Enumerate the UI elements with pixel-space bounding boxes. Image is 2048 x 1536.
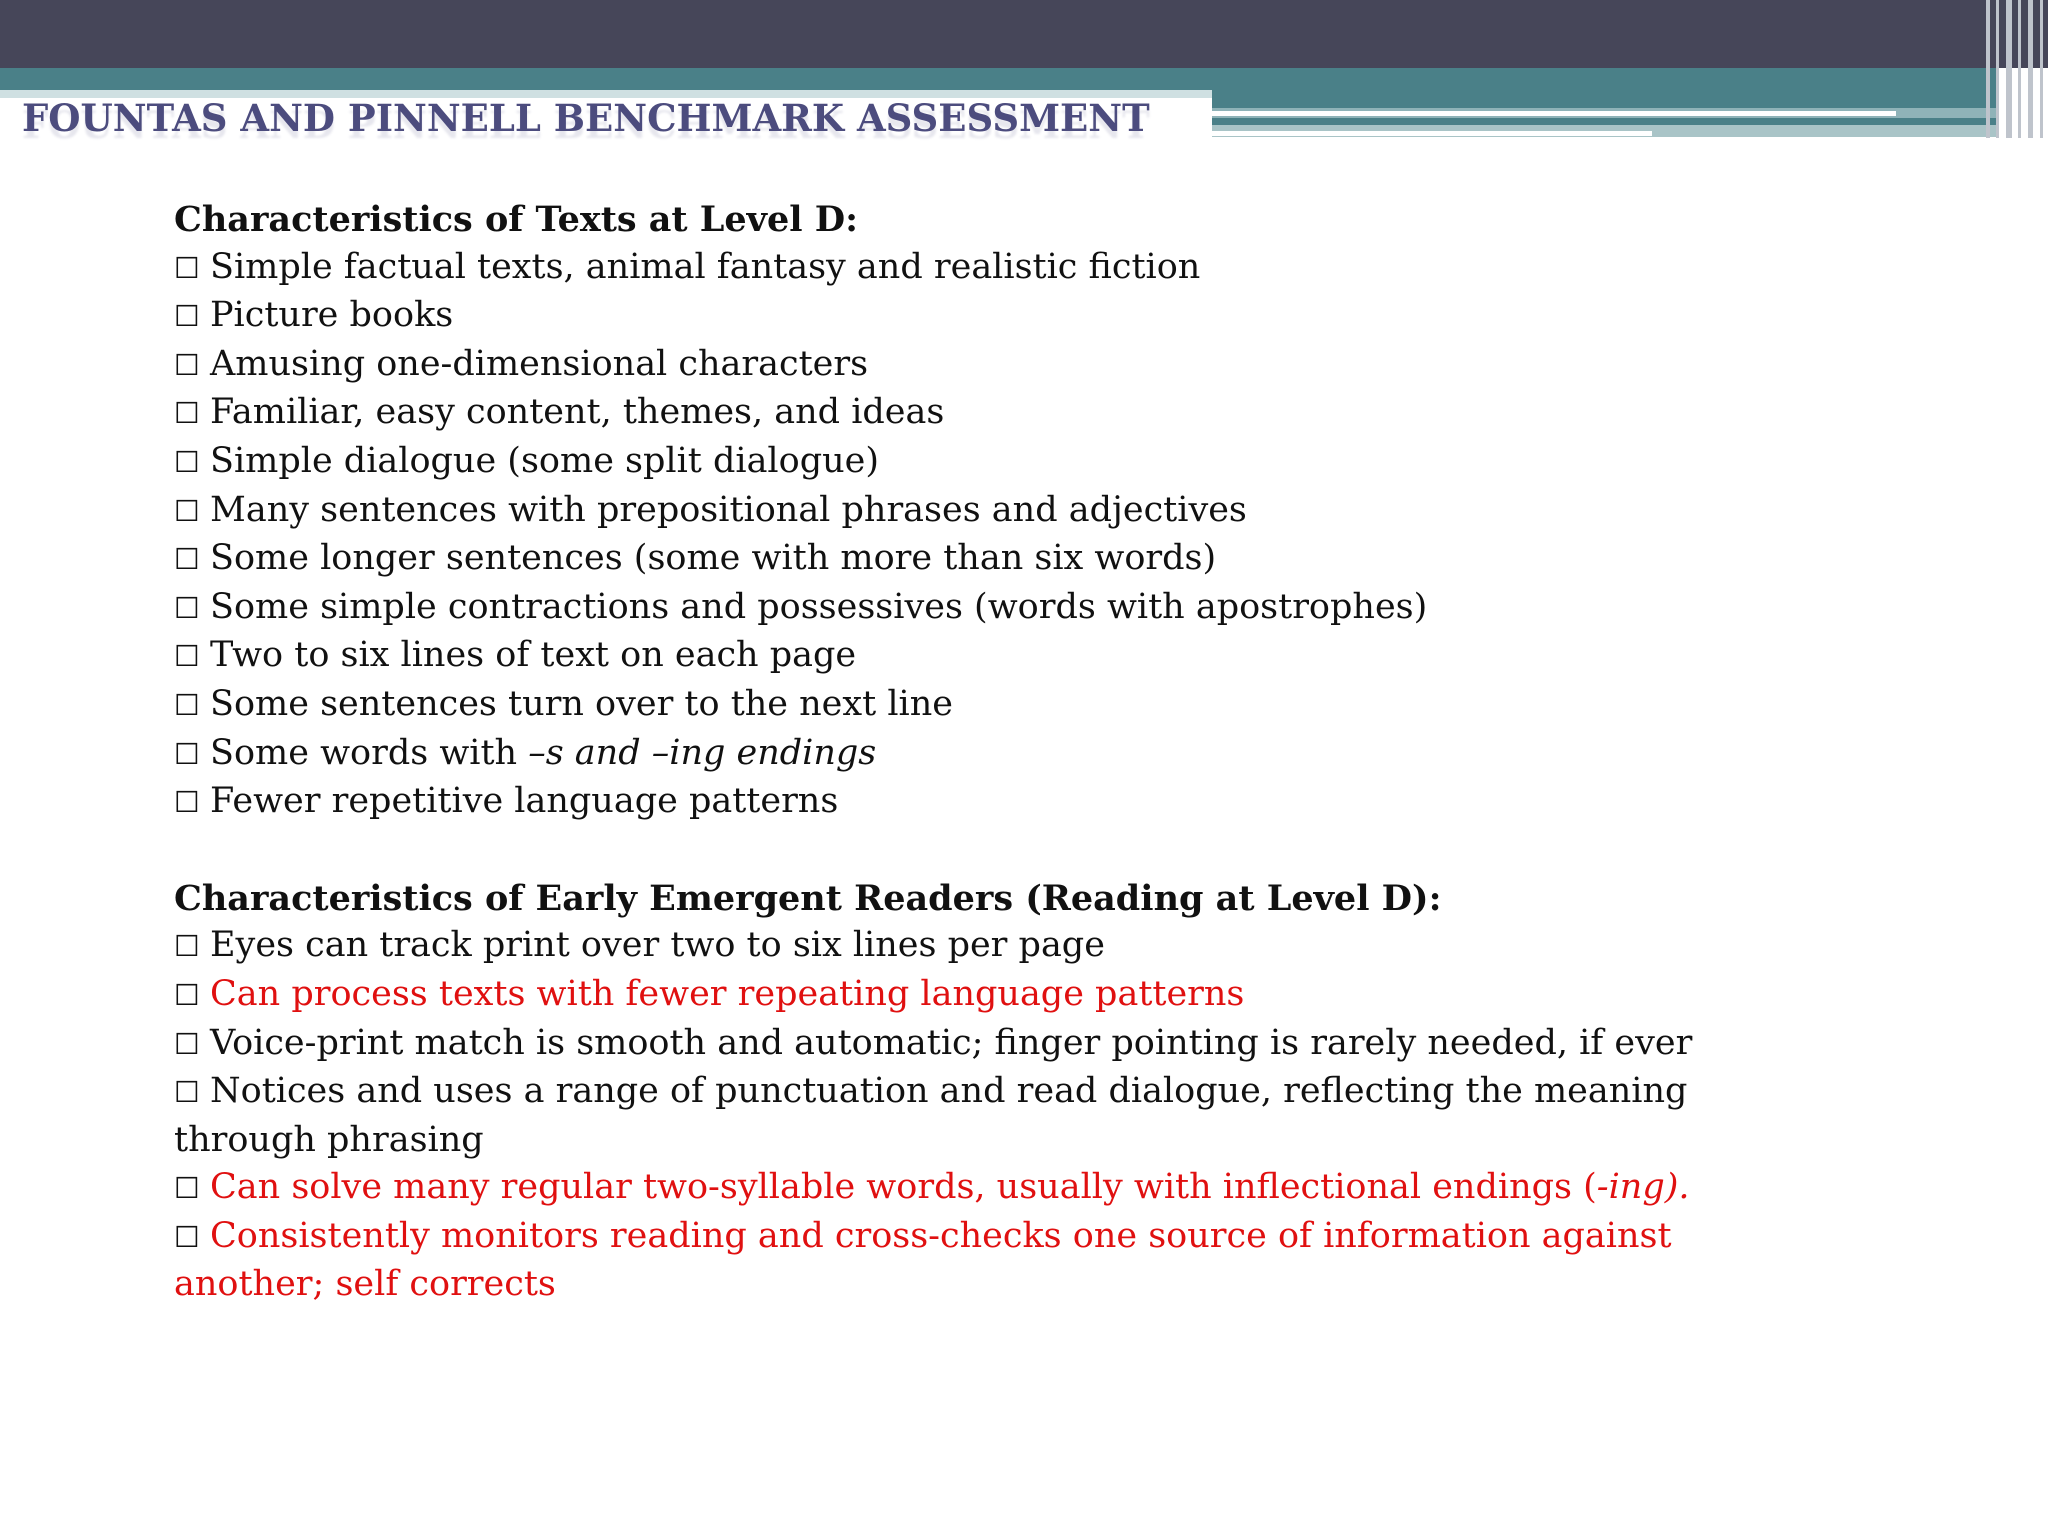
reader-characteristic-item	[174, 1020, 1794, 1069]
slide-white-line-1	[1212, 111, 1896, 116]
section-heading-texts: Characteristics of Texts at Level D:	[174, 199, 859, 240]
text-characteristic-item	[174, 244, 1794, 293]
reader-characteristic-item-text: Eyes can track print over two to six lines per page	[210, 925, 1105, 966]
checkbox-icon[interactable]: ☐	[174, 444, 200, 479]
checkbox-icon[interactable]: ☐	[174, 1075, 200, 1110]
section-spacer	[174, 827, 1794, 875]
checkbox-icon[interactable]: ☐	[174, 396, 200, 431]
text-characteristic-item	[174, 341, 1794, 390]
reader-characteristic-item	[174, 1068, 1794, 1164]
section-heading-readers: Characteristics of Early Emergent Readers (Reading at Level D):	[174, 877, 1442, 919]
text-characteristic-item-italic-text: –s and –ing endings	[528, 732, 877, 773]
reader-characteristic-item-text: Consistently monitors reading and cross-checks one source of information against another; self corrects	[174, 1215, 1672, 1305]
texts-characteristics-list	[174, 244, 1794, 827]
text-characteristic-item-text: Some longer sentences (some with more than six words)	[210, 538, 1217, 579]
slide-edge-bars	[1986, 0, 2048, 138]
text-characteristic-item	[174, 438, 1794, 487]
text-characteristic-item	[174, 778, 1794, 827]
checkbox-icon[interactable]: ☐	[174, 687, 200, 722]
checkbox-icon[interactable]: ☐	[174, 347, 200, 382]
text-characteristic-item-text: Two to six lines of text on each page	[210, 635, 857, 676]
checkbox-icon[interactable]: ☐	[174, 590, 200, 625]
checkbox-icon[interactable]: ☐	[174, 542, 200, 577]
text-characteristic-item	[174, 535, 1794, 584]
checkbox-icon[interactable]: ☐	[174, 250, 200, 285]
slide-body	[174, 196, 1794, 1309]
reader-characteristic-item	[174, 1164, 1794, 1213]
slide-white-line-2	[1212, 131, 1652, 136]
checkbox-icon[interactable]: ☐	[174, 1026, 200, 1061]
text-characteristic-item-text: Some words with	[210, 732, 529, 773]
text-characteristic-item	[174, 292, 1794, 341]
checkbox-icon[interactable]: ☐	[174, 639, 200, 674]
text-characteristic-item	[174, 632, 1794, 681]
readers-characteristics-list	[174, 922, 1794, 1309]
reader-characteristic-item-text: Voice-print match is smooth and automatic; finger pointing is rarely needed, if ever	[210, 1022, 1693, 1063]
checkbox-icon[interactable]: ☐	[174, 1219, 200, 1254]
checkbox-icon[interactable]: ☐	[174, 1171, 200, 1206]
slide-teal-band-left	[0, 68, 1212, 90]
page-title: FOUNTAS AND PINNELL BENCHMARK ASSESSMENT	[22, 96, 1150, 140]
text-characteristic-item	[174, 681, 1794, 730]
text-characteristic-item	[174, 487, 1794, 536]
text-characteristic-item-text: Fewer repetitive language patterns	[210, 781, 839, 822]
checkbox-icon[interactable]: ☐	[174, 929, 200, 964]
text-characteristic-item-text: Some simple contractions and possessives (words with apostrophes)	[210, 586, 1428, 627]
reader-characteristic-item-italic-text: -ing).	[1596, 1167, 1690, 1208]
text-characteristic-item-text: Simple dialogue (some split dialogue)	[210, 440, 880, 481]
text-characteristic-item-text: Some sentences turn over to the next line	[210, 683, 953, 724]
slide-top-bar	[0, 0, 2048, 68]
text-characteristic-item-text: Amusing one-dimensional characters	[210, 343, 869, 384]
checkbox-icon[interactable]: ☐	[174, 785, 200, 820]
reader-characteristic-item	[174, 922, 1794, 971]
text-characteristic-item	[174, 389, 1794, 438]
text-characteristic-item-text: Simple factual texts, animal fantasy and realistic fiction	[210, 246, 1201, 287]
reader-characteristic-item	[174, 971, 1794, 1020]
reader-characteristic-item-text: Can process texts with fewer repeating language patterns	[210, 973, 1245, 1014]
text-characteristic-item	[174, 584, 1794, 633]
reader-characteristic-item-text: Notices and uses a range of punctuation and read dialogue, reflecting the meaning through phrasing	[174, 1071, 1688, 1160]
checkbox-icon[interactable]: ☐	[174, 977, 200, 1012]
text-characteristic-item-text: Many sentences with prepositional phrases and adjectives	[210, 489, 1247, 530]
reader-characteristic-item-text: Can solve many regular two-syllable words, usually with inflectional endings (	[210, 1167, 1597, 1208]
checkbox-icon[interactable]: ☐	[174, 493, 200, 528]
text-characteristic-item-text: Familiar, easy content, themes, and ideas	[210, 392, 945, 433]
text-characteristic-item-text: Picture books	[210, 295, 454, 336]
checkbox-icon[interactable]: ☐	[174, 736, 200, 771]
text-characteristic-item	[174, 730, 1794, 779]
checkbox-icon[interactable]: ☐	[174, 299, 200, 334]
reader-characteristic-item	[174, 1213, 1794, 1309]
